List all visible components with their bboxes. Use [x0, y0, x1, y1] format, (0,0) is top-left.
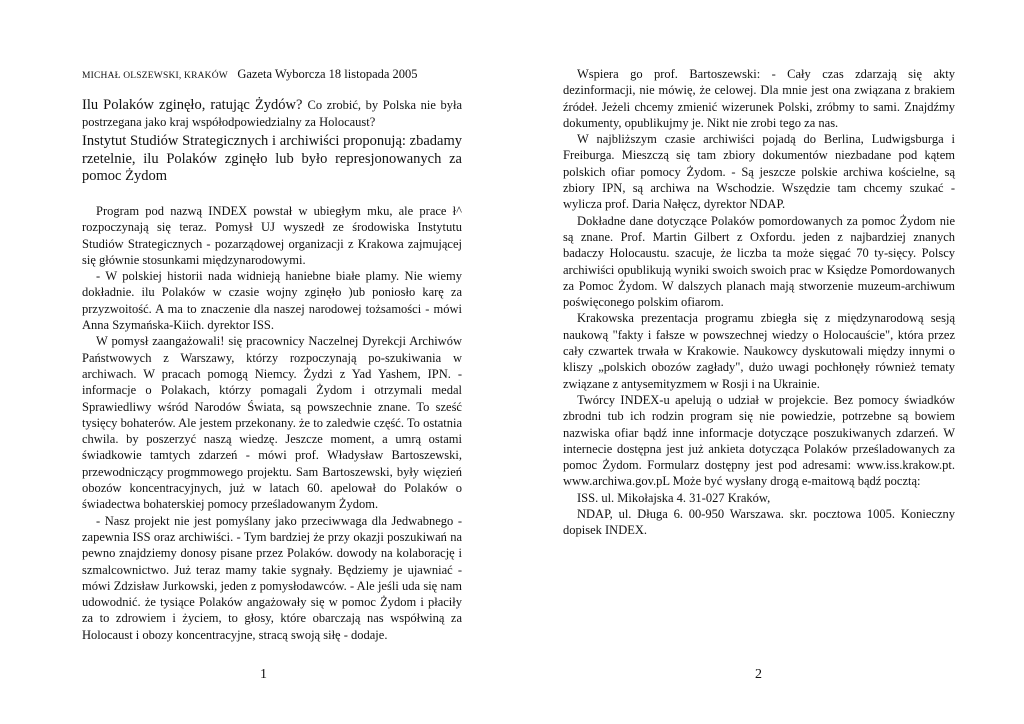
byline: [82, 67, 418, 82]
paragraph: - W polskiej historii nada widnieją haniebne białe plamy. Nie wiemy dokładnie. ilu Polaków w czasie wojny zginęło )ub poniosło karę za przyzwoitość. A ma to znaczenie dla naszej narodowej tożsamości - mówi Anna Szymańska-Kiich. dyrektor ISS.: [82, 269, 462, 333]
paragraph: Program pod nazwą INDEX powstał w ubiegłym mku, ale prace ł^ rozpoczynają się teraz. Pomysł UJ wyszedł ze środowiska Instytutu Studiów Strategicznych - pozarządowej organizacji z Krakowa zajmującej się głównie stosunkami międzynarodowymi.: [82, 204, 462, 267]
address-line: NDAP, ul. Długa 6. 00-950 Warszawa. skr. pocztowa 1005. Konieczny dopisek INDEX.: [563, 507, 955, 538]
author: MICHAŁ OLSZEWSKI, KRAKÓW: [82, 71, 228, 81]
address-line: ISS. ul. Mikołajska 4. 31-027 Kraków,: [577, 490, 771, 505]
paragraph: W pomysł zaangażowali! się pracownicy Naczelnej Dyrekcji Archiwów Państwowych z Warszawy, którzy rozpoczynają po-szukiwania w archiwach. W pracach pomogą Niemcy. Żydzi z Yad Yashem, IPN. - informacje o Polakach, którzy pomagali Żydom i otrzymali medal Sprawiedliwy wśród Narodów Świata, są powszechnie znane. To sześć tysięcy bohaterów. Ale jestem przekonany. że to zaledwie część. To ostatnia chwila. by poszerzyć naszą wiedzę. Jeszcze moment, a umrą ostami świadkowie tamtych zdarzeń - mówi prof. Władysław Bartoszewski, przewodniczący progmmowego projektu. Sam Bartoszewski, były więzień obozów koncentracyjnych, już w latach 60. apelował do Polaków o świadectwa bohaterskiej pomocy prześladowanym Żydom.: [82, 334, 462, 512]
headline-main: Ilu Polaków zginęło, ratując Żydów?: [82, 97, 303, 113]
paragraph: Krakowska prezentacja programu zbiegła się z międzynarodową sesją naukową "fakty i fałsze w powszechnej wiedzy o Holocauście", która przez cały czwartek trwała w Krakowie. Naukowcy dyskutowali między innymi o kliszy „polskich obozów zagłady", dużo uwagi pochłonęły również tematy związane z antysemityzmem w Rosji i na Ukrainie.: [563, 311, 955, 391]
article-body-left: [82, 203, 462, 643]
left-page: [82, 0, 462, 724]
right-page: [563, 0, 955, 724]
paragraph: Twórcy INDEX-u apelują o udział w projekcie. Bez pomocy świadków zbrodni tub ich rodzin program się nie powiedzie, potrzebne są bowiem nazwiska ofiar bądź inne informacje dotyczące poszukiwanych zdarzeń. W internecie dostępna jest już ankieta dotycząca Polaków prześladowanych za pomoc Żydom. Formularz dostępny jest pod adresami: www.iss.krakow.pt. www.archiwa.gov.pL Może być wysłany drogą e-maitową bądź pocztą:: [563, 392, 955, 489]
page-number: 1: [260, 667, 267, 682]
headline-sub: Co zrobić, by Polska nie była postrzegana jako kraj współodpowiedzialny za Holocaust?: [82, 98, 463, 129]
page-number: 2: [755, 667, 762, 682]
headline: [82, 97, 462, 131]
lead: Instytut Studiów Strategicznych i archiwiści proponują: zbadamy rzetelnie, ilu Polaków zginęło lub było represjonowanych za pomoc Żydom: [82, 133, 462, 184]
paragraph: - Nasz projekt nie jest pomyślany jako przeciwwaga dla Jedwabnego - zapewnia ISS oraz archiwiści. - Tym bardziej że przy okazji poszukiwań na pewno znajdziemy donosy pisane przez Polaków. dowody na kolaborację i szmalcownictwo. Już teraz mamy takie sygnały. Będziemy je ujawniać - mówi Zdzisław Jurkowski, jeden z pomysłodawców. - Ale jeśli uda się nam udowodnić. że tysiące Polaków angażowały się w pomoc Żydom i płaciły za to zdrowiem i życiem, to głosy, które obarczają nas współwiną za Holocaust i obozy koncentracyjne, stracą swoją siłę - dodaje.: [82, 513, 462, 642]
article-body-right: [563, 66, 955, 539]
paragraph: Dokładne dane dotyczące Polaków pomordowanych za pomoc Żydom nie są znane. Prof. Martin Gilbert z Oxfordu. jeden z najbardziej znanych badaczy Holocaustu. szacuje, że liczba ta może sięgać 70 ty-sięcy. Polscy archiwiści opublikują wyniki swoich swoich prac w Księdze Pomordowanych za Pomoc Żydom. W dalszych planach mają stworzenie muzeum-archiwum poświęconego polskim ofiarom.: [563, 213, 955, 310]
paragraph: W najbliższym czasie archiwiści pojadą do Berlina, Ludwigsburga i Freiburga. Mieszczą się tam zbiory dokumentów niezbadane pod kątem polskich ofiar pomocy Żydom. - Są jeszcze polskie archiwa kościelne, są zbiory IPN, są archiwa na Wschodzie. Wszędzie tam chcemy szukać - wylicza prof. Daria Nałęcz, dyrektor NDAP.: [563, 132, 955, 212]
paragraph: Wspiera go prof. Bartoszewski: - Cały czas zdarzają się akty dezinformacji, nie mówię, że celowej. Dla mnie jest ona związana z brakiem źródeł. Jeżeli chcemy zmienić wizerunek Polski, zróbmy to sami. Znajdźmy dokumenty, opublikujmy je. Nikt nie zrobi tego za nas.: [563, 67, 955, 130]
source: Gazeta Wyborcza 18 listopada 2005: [237, 67, 418, 81]
